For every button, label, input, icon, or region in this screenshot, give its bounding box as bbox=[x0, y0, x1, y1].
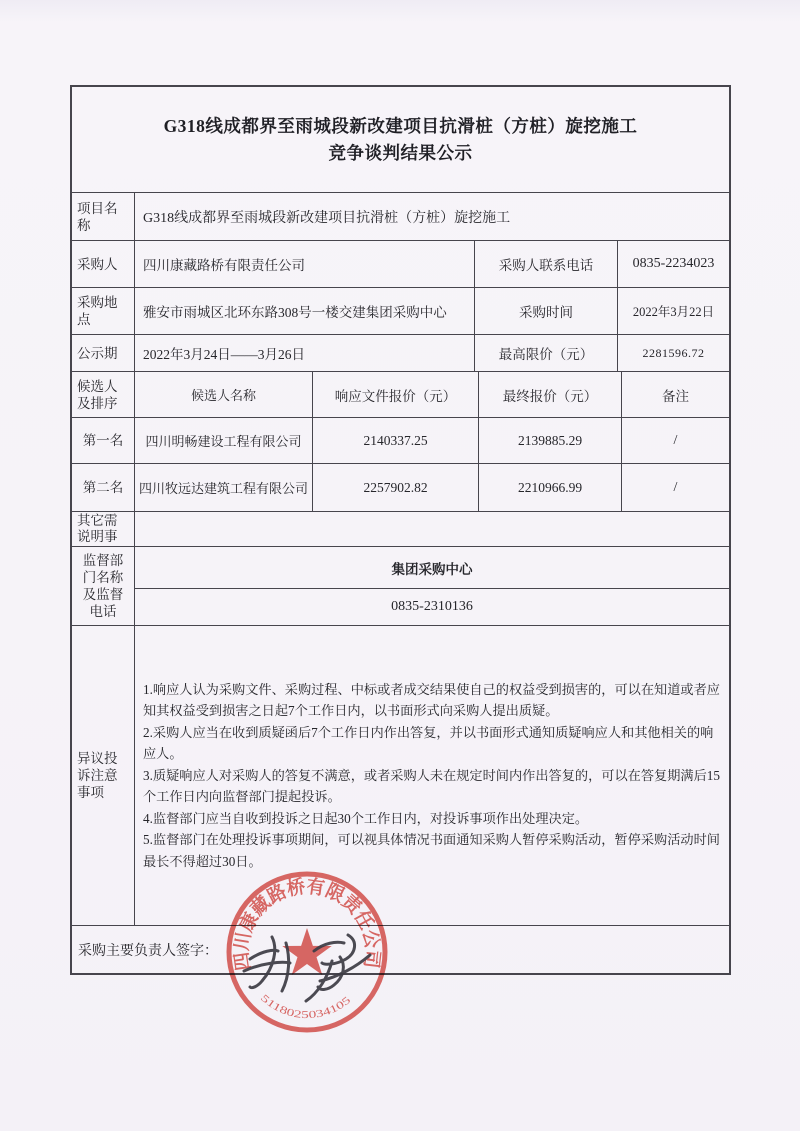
row-purchaser bbox=[72, 241, 729, 288]
candidate-2-remark: / bbox=[673, 479, 678, 495]
row-project-name bbox=[72, 193, 729, 241]
objection-label: 异议投诉注意事项 bbox=[72, 626, 135, 925]
purchaser-phone-value: 0835-2234023 bbox=[632, 256, 715, 271]
location-label: 采购地点 bbox=[72, 288, 135, 334]
candidates-rank-header: 候选人及排序 bbox=[72, 372, 135, 417]
row-location bbox=[72, 288, 729, 335]
project-name-label: 项目名称 bbox=[72, 193, 135, 240]
row-candidates-header bbox=[72, 372, 729, 418]
other-notes-label: 其它需说明事 bbox=[72, 512, 135, 546]
row-publicity-period bbox=[72, 335, 729, 372]
publicity-label: 公示期 bbox=[72, 335, 135, 371]
objection-clause-5: 5.监督部门在处理投诉事项期间，可以视具体情况书面通知采购人暂停采购活动，暂停采购活动时间最长不得超过30日。 bbox=[143, 832, 720, 869]
row-other-notes bbox=[72, 512, 729, 547]
supervision-phone: 0835-2310136 bbox=[391, 599, 473, 614]
candidate-2-final-price: 2210966.99 bbox=[479, 464, 622, 511]
publicity-value: 2022年3月24日——3月26日 bbox=[135, 335, 475, 371]
row-supervision bbox=[72, 547, 729, 626]
handwritten-signature bbox=[228, 893, 398, 1013]
location-value: 雅安市雨城区北环东路308号一楼交建集团采购中心 bbox=[135, 288, 475, 334]
purchaser-label: 采购人 bbox=[72, 241, 135, 287]
title-line-2: 竞争谈判结果公示 bbox=[328, 142, 473, 163]
purchaser-phone-label: 采购人联系电话 bbox=[475, 241, 618, 287]
candidate-1-rank: 第一名 bbox=[72, 418, 135, 463]
candidate-2-name: 四川牧远达建筑工程有限公司 bbox=[135, 464, 313, 511]
candidate-1-remark: / bbox=[673, 432, 678, 448]
table-row-candidate-2 bbox=[72, 464, 729, 512]
objection-clause-4: 4.监督部门应当自收到投诉之日起30个工作日内，对投诉事项作出处理决定。 bbox=[143, 810, 589, 826]
candidate-1-final-price: 2139885.29 bbox=[479, 418, 622, 463]
seal-company-text: 四川康藏路桥有限责任公司 bbox=[231, 876, 383, 972]
other-notes-value bbox=[135, 512, 729, 546]
candidate-2-rank: 第二名 bbox=[72, 464, 135, 511]
candidate-1-name: 四川明畅建设工程有限公司 bbox=[135, 418, 313, 463]
candidate-1-doc-price: 2140337.25 bbox=[313, 418, 479, 463]
candidates-finalprice-header: 最终报价（元） bbox=[479, 372, 622, 417]
max-price-label: 最高限价（元） bbox=[475, 335, 618, 371]
purchase-time-value: 2022年3月22日 bbox=[632, 305, 715, 319]
candidates-docprice-header: 响应文件报价（元） bbox=[313, 372, 479, 417]
supervision-department: 集团采购中心 bbox=[135, 547, 729, 589]
purchase-time-label: 采购时间 bbox=[475, 288, 618, 334]
purchaser-value: 四川康藏路桥有限责任公司 bbox=[135, 241, 475, 287]
candidate-2-doc-price: 2257902.82 bbox=[313, 464, 479, 511]
supervision-values bbox=[135, 547, 729, 625]
project-name-value: G318线成都界至雨城段新改建项目抗滑桩（方桩）旋挖施工 bbox=[143, 210, 511, 226]
objection-clause-1: 1.响应人认为采购文件、采购过程、中标或者成交结果使自己的权益受到损害的，可以在知道或者应知其权益受到损害之日起7个工作日内，以书面形式向采购人提出质疑。 bbox=[143, 681, 720, 719]
candidates-remark-header: 备注 bbox=[662, 388, 689, 404]
candidates-name-header: 候选人名称 bbox=[135, 372, 313, 417]
objection-clause-3: 3.质疑响应人对采购人的答复不满意，或者采购人未在规定时间内作出答复的，可以在答复期满后15个工作日内向监督部门提起投诉。 bbox=[143, 767, 720, 805]
objection-clause-2: 2.采购人应当在收到质疑函后7个工作日内作出答复，并以书面形式通知质疑响应人和其他相关的响应人。 bbox=[143, 724, 714, 762]
seal-code-text: 5118025034105 bbox=[258, 992, 352, 1022]
document-title bbox=[72, 87, 729, 193]
supervision-label: 监督部门名称及监督电话 bbox=[72, 547, 135, 625]
max-price-value: 2281596.72 bbox=[642, 345, 705, 360]
table-row-candidate-1 bbox=[72, 418, 729, 464]
signature-label: 采购主要负责人签字： bbox=[78, 943, 218, 959]
title-line-1: G318线成都界至雨城段新改建项目抗滑桩（方桩）旋挖施工 bbox=[163, 115, 638, 136]
